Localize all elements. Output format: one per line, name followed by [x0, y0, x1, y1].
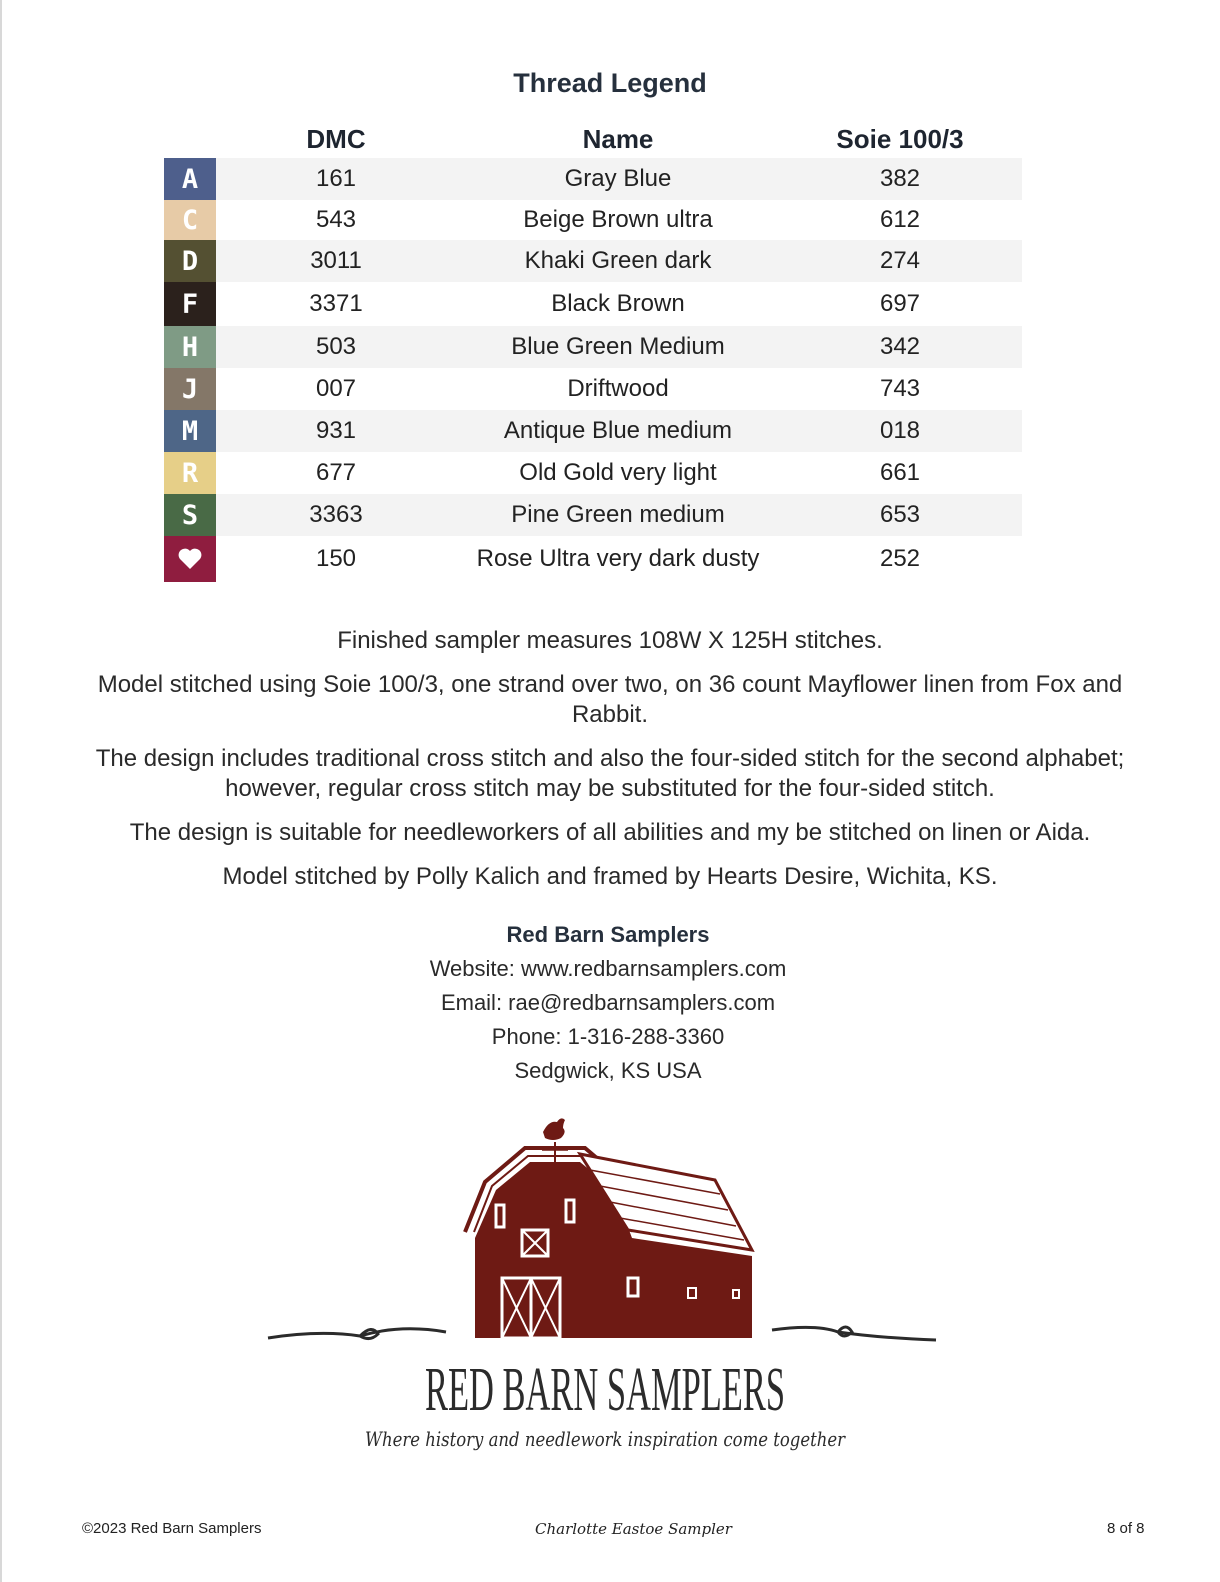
- email-link[interactable]: Email: rae@redbarnsamplers.com: [440, 990, 776, 1015]
- contact-block: [0, 918, 1216, 1088]
- legend-row: [164, 282, 1022, 326]
- thread-legend-table: [164, 124, 1022, 582]
- legend-header-row: [164, 124, 1022, 158]
- thread-name: Antique Blue medium: [503, 417, 733, 444]
- soie-code: 342: [879, 333, 921, 360]
- footer-pattern-name: Charlotte Eastoe Sampler: [535, 1520, 732, 1538]
- logo-wordmark: RED BARN SAMPLERS: [425, 1356, 785, 1424]
- header-soie: Soie 100/3: [836, 124, 964, 154]
- legend-row: [164, 494, 1022, 536]
- thread-symbol: A: [164, 158, 216, 200]
- dmc-code: 007: [315, 375, 357, 402]
- soie-code: 697: [879, 290, 921, 317]
- soie-code: 382: [879, 165, 921, 192]
- legend-row: [164, 240, 1022, 282]
- legend-title: Thread Legend: [513, 68, 707, 98]
- legend-row: [164, 452, 1022, 494]
- legend-row: [164, 368, 1022, 410]
- thread-name: Driftwood: [567, 375, 669, 402]
- company-name: Red Barn Samplers: [506, 922, 710, 947]
- thread-name: Old Gold very light: [519, 459, 717, 486]
- thread-symbol: D: [164, 240, 216, 282]
- legend-row: [164, 326, 1022, 368]
- soie-code: 018: [879, 417, 921, 444]
- phone-number: Phone: 1-316-288-3360: [491, 1024, 725, 1049]
- legend-row: [164, 410, 1022, 452]
- note-stitches: The design includes traditional cross stitch and also the four-sided stitch for the second alphabet; however, regular cross stitch may be substituted for the four-sided stitch.: [95, 745, 1125, 802]
- thread-name: Khaki Green dark: [524, 247, 712, 274]
- dmc-code: 161: [315, 165, 357, 192]
- soie-code: 653: [879, 501, 921, 528]
- header-name: Name: [582, 124, 654, 154]
- thread-name: Rose Ultra very dark dusty: [476, 545, 760, 572]
- soie-code: 252: [879, 545, 921, 572]
- thread-symbol: C: [164, 200, 216, 240]
- dmc-code: 3011: [310, 247, 362, 274]
- thread-symbol: F: [164, 282, 216, 326]
- dmc-code: 3363: [309, 501, 363, 528]
- note-finished-size: Finished sampler measures 108W X 125H stitches.: [337, 627, 883, 654]
- thread-symbol: H: [164, 326, 216, 368]
- legend-row: [164, 200, 1022, 240]
- footer-page-number: 8 of 8: [1107, 1520, 1145, 1537]
- dmc-code: 3371: [309, 290, 363, 317]
- heart-icon: [164, 536, 216, 582]
- dmc-code: 503: [315, 333, 357, 360]
- red-barn-logo: [260, 1110, 950, 1460]
- dmc-code: 150: [315, 545, 357, 572]
- logo-tagline: Where history and needlework inspiration come together: [365, 1427, 847, 1451]
- thread-symbol: J: [164, 368, 216, 410]
- header-dmc: DMC: [306, 124, 366, 154]
- legend-rows: [164, 158, 1022, 582]
- location: Sedgwick, KS USA: [514, 1058, 702, 1083]
- note-materials: Model stitched using Soie 100/3, one strand over two, on 36 count Mayflower linen from Fox and Rabbit.: [97, 671, 1123, 728]
- thread-name: Pine Green medium: [511, 501, 725, 528]
- page-left-edge: [0, 0, 2, 1582]
- dmc-code: 677: [315, 459, 357, 486]
- thread-symbol: S: [164, 494, 216, 536]
- thread-name: Beige Brown ultra: [523, 206, 713, 233]
- dmc-code: 543: [315, 206, 357, 233]
- barn-icon: [268, 1118, 936, 1340]
- dmc-code: 931: [315, 417, 357, 444]
- footer-copyright: ©2023 Red Barn Samplers: [82, 1520, 262, 1537]
- thread-name: Blue Green Medium: [511, 333, 725, 360]
- soie-code: 612: [879, 206, 921, 233]
- website-link[interactable]: Website: www.redbarnsamplers.com: [429, 956, 787, 981]
- thread-symbol: M: [164, 410, 216, 452]
- note-model-credit: Model stitched by Polly Kalich and framed by Hearts Desire, Wichita, KS.: [222, 863, 998, 890]
- legend-row: [164, 158, 1022, 200]
- pattern-notes: [60, 626, 1160, 906]
- soie-code: 661: [879, 459, 921, 486]
- soie-code: 274: [879, 247, 921, 274]
- note-abilities: The design is suitable for needleworkers of all abilities and my be stitched on linen or Aida.: [129, 819, 1091, 846]
- soie-code: 743: [879, 375, 921, 402]
- thread-name: Black Brown: [551, 290, 685, 317]
- legend-row: [164, 536, 1022, 582]
- thread-name: Gray Blue: [564, 165, 672, 192]
- thread-symbol: R: [164, 452, 216, 494]
